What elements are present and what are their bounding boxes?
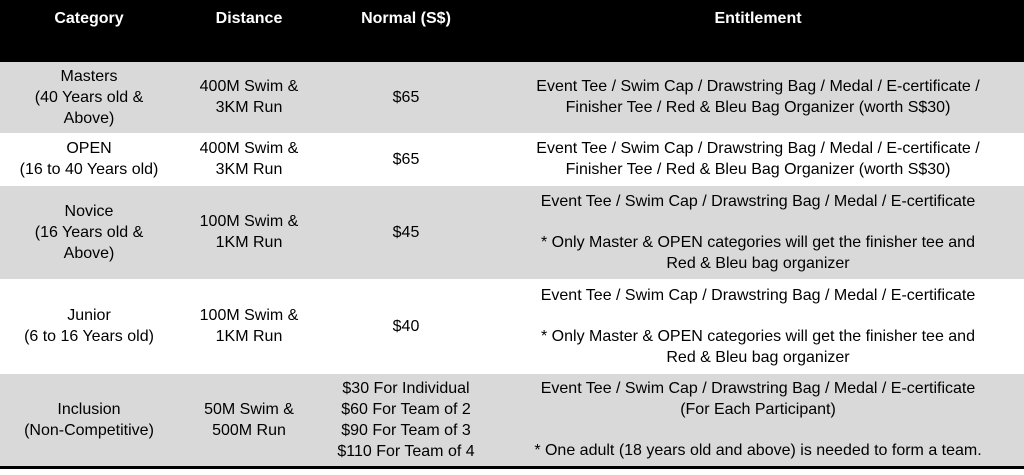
- category-cell: [0, 62, 178, 133]
- price-cell: [320, 279, 492, 373]
- price-line: $90 For Team of 3: [341, 421, 471, 439]
- price-cell: [320, 62, 492, 133]
- header-entitlement: Entitlement: [714, 10, 802, 27]
- entitlement-line: Event Tee / Swim Cap / Drawstring Bag / Medal / E-certificate /: [536, 140, 980, 157]
- table-row-open: [0, 133, 1024, 185]
- category-line: (Non-Competitive): [24, 421, 154, 439]
- price-line: $65: [392, 150, 420, 168]
- category-line: (16 Years old &: [34, 223, 144, 241]
- entitlement-line: (For Each Participant): [680, 401, 836, 418]
- header-row: [0, 0, 1024, 62]
- category-line: Inclusion: [57, 400, 121, 418]
- distance-line: 100M Swim &: [199, 213, 299, 230]
- distance-line: 3KM Run: [215, 99, 283, 117]
- distance-line: 50M Swim &: [204, 400, 294, 418]
- entitlement-cell: [492, 373, 1024, 467]
- category-line: Above): [63, 244, 115, 262]
- table-row-inclusion: [0, 373, 1024, 467]
- table-row-masters: [0, 62, 1024, 133]
- category-line: (6 to 16 Years old): [24, 328, 154, 345]
- entitlement-line: Event Tee / Swim Cap / Drawstring Bag / Medal / E-certificate: [540, 380, 976, 397]
- header-distance: Distance: [215, 10, 283, 27]
- price-cell: [320, 185, 492, 279]
- price-line: $110 For Team of 4: [337, 442, 475, 460]
- distance-cell: [178, 133, 320, 185]
- category-line: Novice: [64, 202, 114, 220]
- category-line: (16 to 40 Years old): [19, 161, 159, 178]
- distance-line: 400M Swim &: [199, 140, 299, 157]
- distance-cell: [178, 62, 320, 133]
- entitlement-cell: [492, 62, 1024, 133]
- distance-line: 3KM Run: [215, 161, 283, 178]
- entitlement-line: Event Tee / Swim Cap / Drawstring Bag / Medal / E-certificate: [540, 286, 976, 304]
- distance-cell: [178, 185, 320, 279]
- category-line: Masters: [60, 67, 118, 85]
- entitlement-note-line: * Only Master & OPEN categories will get the finisher tee and: [541, 233, 975, 251]
- distance-cell: [178, 279, 320, 373]
- category-line: OPEN: [66, 140, 112, 157]
- price-line: $65: [392, 88, 420, 106]
- category-cell: [0, 279, 178, 373]
- distance-line: 1KM Run: [215, 234, 283, 251]
- price-cell: [320, 373, 492, 467]
- category-cell: [0, 185, 178, 279]
- entitlement-line: Finisher Tee / Red & Bleu Bag Organizer (worth S$30): [565, 99, 951, 117]
- price-line: $60 For Team of 2: [341, 400, 471, 418]
- entitlement-cell: [492, 185, 1024, 279]
- distance-cell: [178, 373, 320, 467]
- category-cell: [0, 133, 178, 185]
- price-line: $30 For Individual: [342, 379, 470, 397]
- price-line: $40: [392, 317, 420, 335]
- entitlement-line: Event Tee / Swim Cap / Drawstring Bag / Medal / E-certificate /: [536, 78, 980, 96]
- distance-line: 500M Run: [212, 421, 286, 439]
- header-normal-price: Normal (S$): [361, 10, 451, 27]
- header-category: Category: [54, 10, 124, 27]
- entitlement-note-line: * Only Master & OPEN categories will get the finisher tee and: [541, 327, 975, 345]
- category-line: Junior: [67, 307, 111, 324]
- entitlement-line: Finisher Tee / Red & Bleu Bag Organizer (worth S$30): [565, 161, 951, 178]
- entitlement-note-line: Red & Bleu bag organizer: [666, 254, 850, 272]
- spacer: [496, 420, 1020, 440]
- entitlement-line: Event Tee / Swim Cap / Drawstring Bag / Medal / E-certificate: [540, 192, 976, 210]
- table-row-junior: [0, 279, 1024, 373]
- entitlement-note-line: Red & Bleu bag organizer: [666, 348, 850, 366]
- distance-line: 400M Swim &: [199, 78, 299, 96]
- entitlement-cell: [492, 279, 1024, 373]
- category-cell: [0, 373, 178, 467]
- entitlement-cell: [492, 133, 1024, 185]
- table-header: [0, 0, 1024, 62]
- price-line: $45: [392, 223, 420, 241]
- table-row-novice: [0, 185, 1024, 279]
- spacer: [496, 306, 1020, 326]
- distance-line: 100M Swim &: [199, 307, 299, 324]
- price-cell: [320, 133, 492, 185]
- category-line: (40 Years old &: [34, 88, 144, 106]
- distance-line: 1KM Run: [215, 328, 283, 345]
- category-line: Above): [63, 109, 115, 127]
- entitlement-note-line: * One adult (18 years old and above) is needed to form a team.: [534, 442, 982, 459]
- spacer: [496, 212, 1020, 232]
